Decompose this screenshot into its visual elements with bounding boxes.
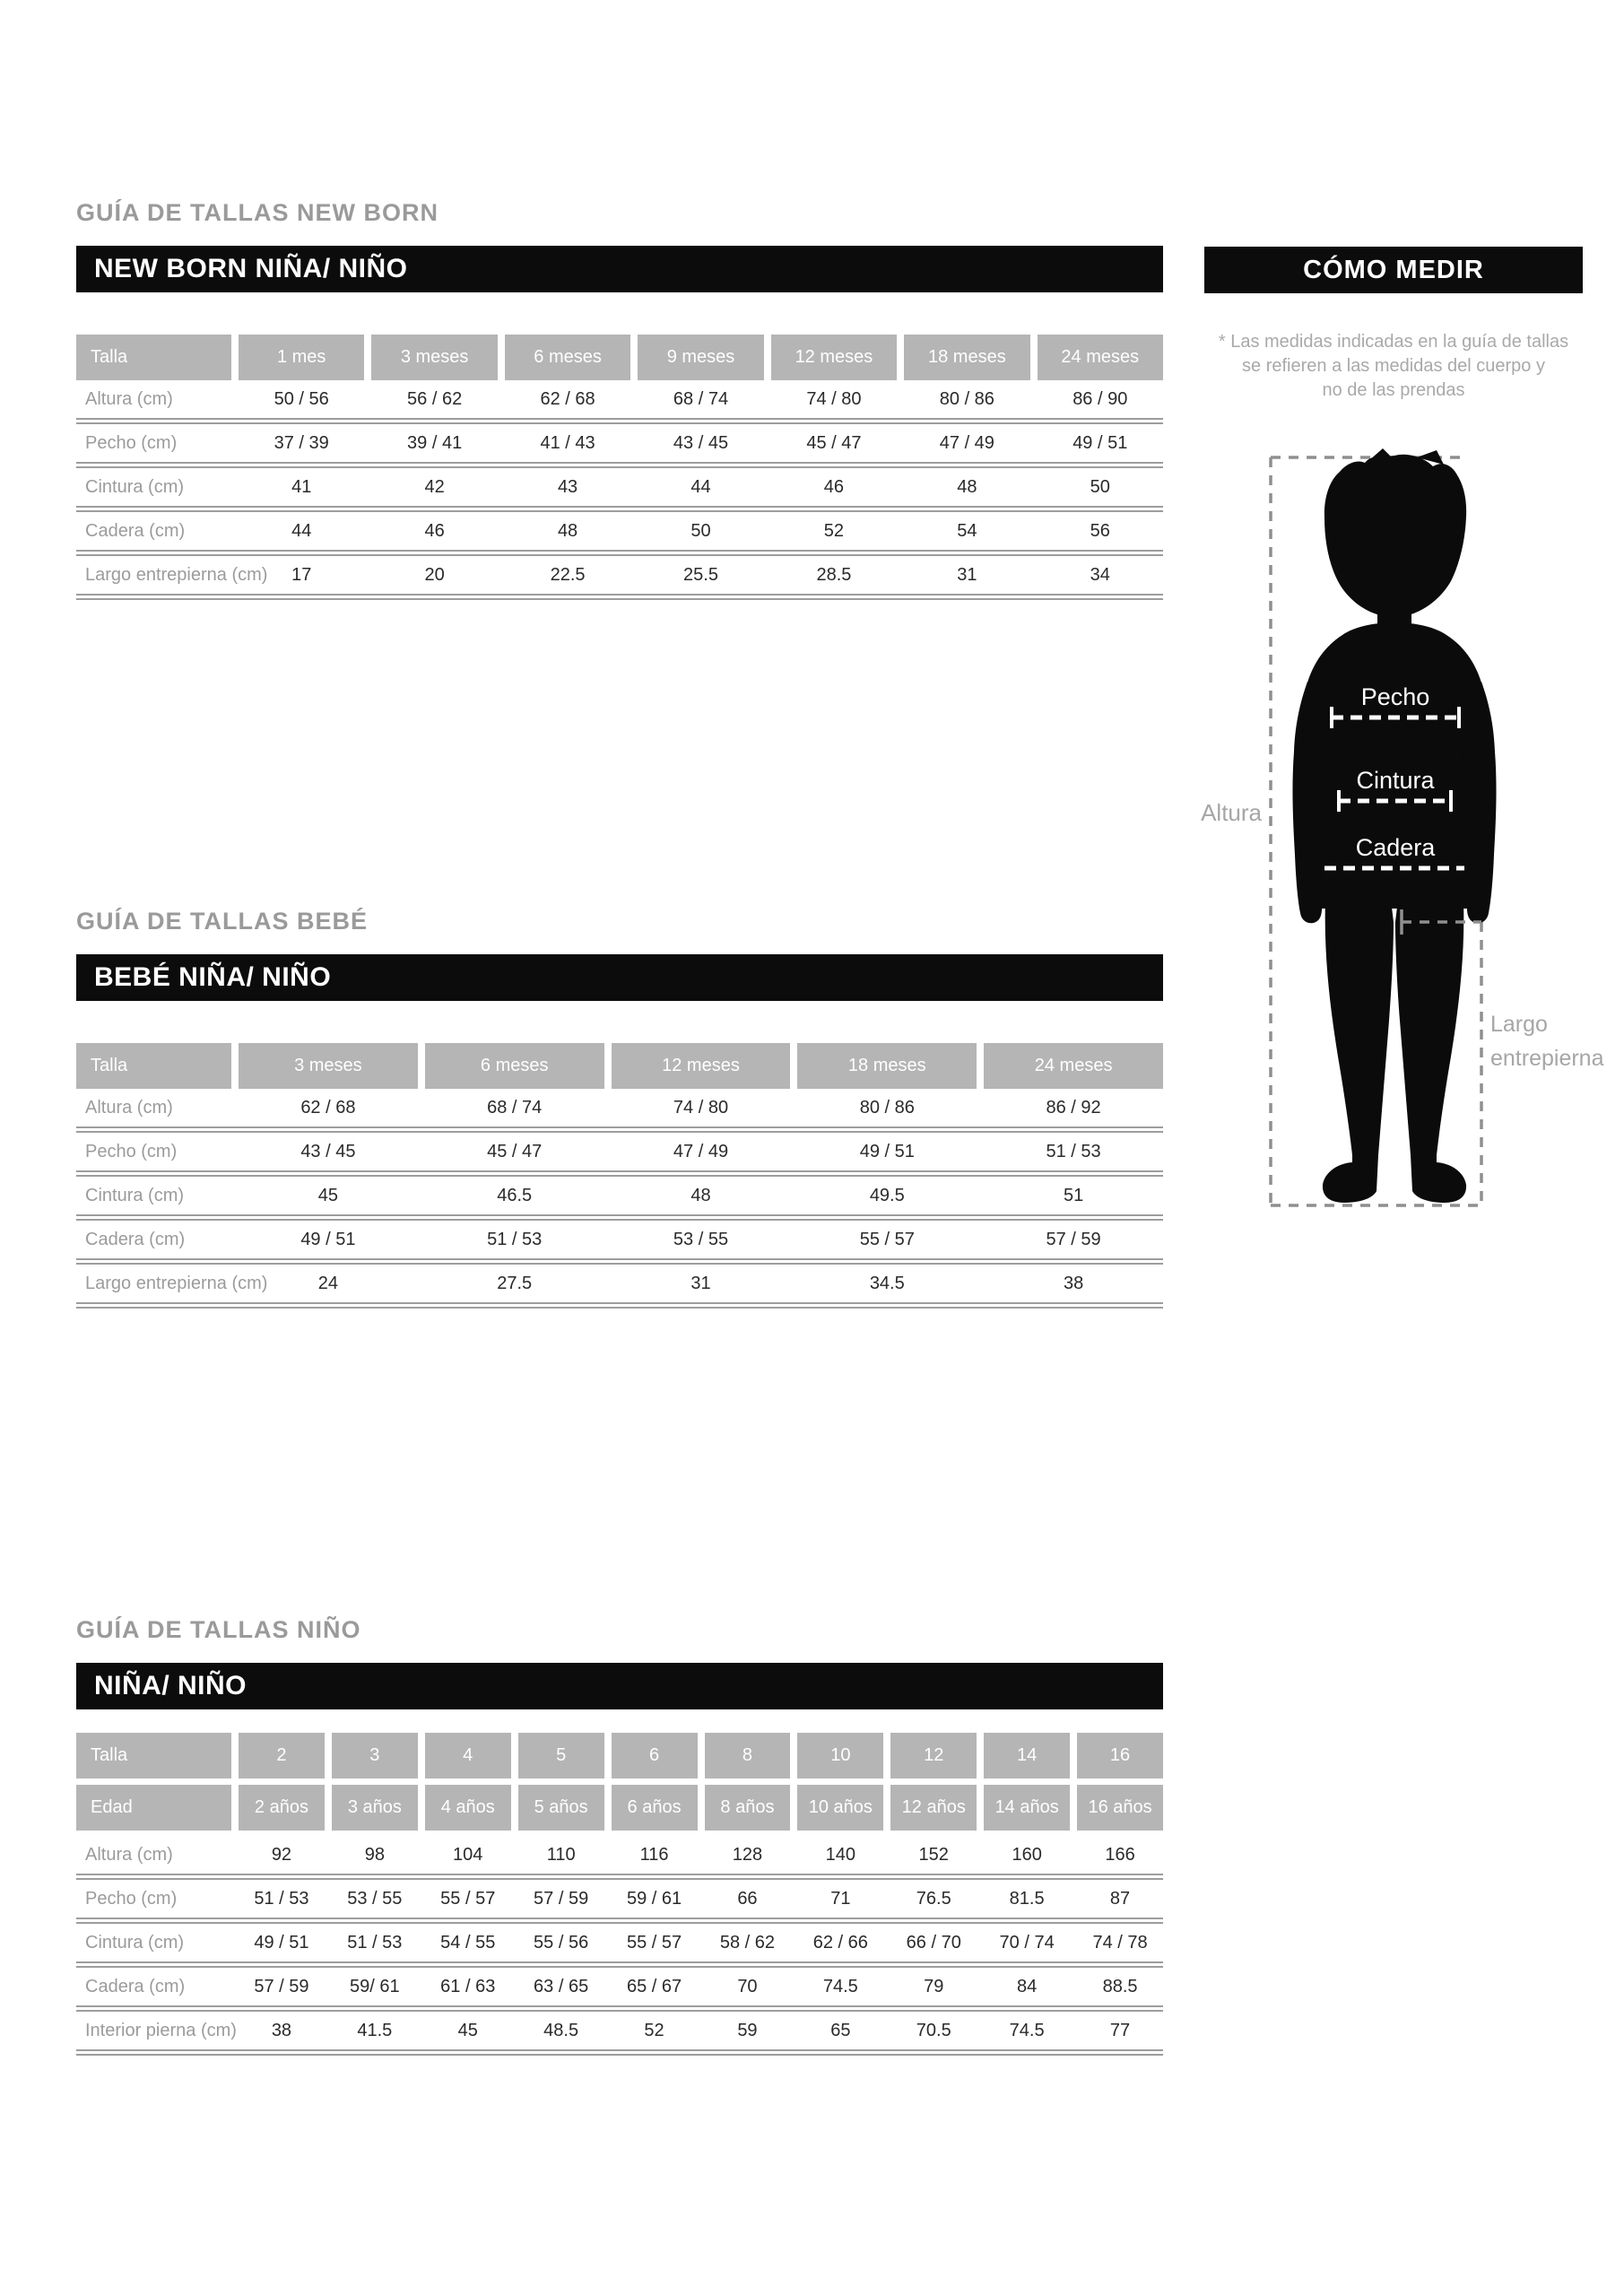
row-label: Cadera (cm)	[85, 521, 186, 541]
table-cell: 49 / 51	[1073, 433, 1128, 453]
table-row	[76, 1924, 1163, 1968]
header-cell: 6 meses	[425, 1043, 604, 1089]
silhouette-torso	[1301, 622, 1489, 909]
table-cell: 17	[291, 565, 312, 585]
table-cell: 70.5	[916, 2021, 951, 2040]
header-cell: 6 meses	[505, 335, 630, 380]
table-cell: 44	[690, 477, 711, 497]
header-cell: Talla	[76, 1043, 231, 1089]
section-banner: NIÑA/ NIÑO	[76, 1663, 1163, 1709]
table-cell: 59/ 61	[350, 1977, 400, 1996]
table-cell: 80 / 86	[859, 1098, 915, 1118]
table-cell: 46	[823, 477, 845, 497]
section-title: GUÍA DE TALLAS BEBÉ	[76, 908, 369, 935]
table-cell: 53 / 55	[347, 1889, 403, 1909]
row-label: Pecho (cm)	[85, 1889, 178, 1909]
row-label: Altura (cm)	[85, 1845, 173, 1865]
header-cell: 3 años	[332, 1785, 418, 1831]
table-cell: 71	[830, 1889, 851, 1909]
header-cell: 4	[425, 1733, 511, 1779]
header-cell: 12 años	[890, 1785, 977, 1831]
header-cell: 10	[797, 1733, 883, 1779]
table-cell: 20	[424, 565, 445, 585]
largo-entrepierna-label-line1: Largo	[1490, 1012, 1548, 1037]
table-cell: 160	[1012, 1845, 1042, 1865]
header-cell: 2 años	[239, 1785, 325, 1831]
table-body	[76, 1836, 1163, 2056]
table-cell: 55 / 57	[859, 1230, 915, 1249]
table-cell: 54 / 55	[440, 1933, 496, 1952]
measure-note	[1195, 330, 1592, 403]
header-cell: 18 meses	[797, 1043, 977, 1089]
table-cell: 52	[823, 521, 845, 541]
table-cell: 43 / 45	[673, 433, 729, 453]
table-cell: 110	[546, 1845, 576, 1865]
table-cell: 80 / 86	[939, 389, 994, 409]
table-cell: 65	[830, 2021, 851, 2040]
row-label: Largo entrepierna (cm)	[85, 1274, 268, 1293]
table-cell: 76.5	[916, 1889, 951, 1909]
table-row	[76, 2012, 1163, 2056]
row-label: Cintura (cm)	[85, 1933, 185, 1952]
table-cell: 51 / 53	[254, 1889, 309, 1909]
table-row	[76, 1089, 1163, 1133]
header-cell: 14	[984, 1733, 1070, 1779]
table-row	[76, 1880, 1163, 1924]
table-cell: 47 / 49	[673, 1142, 729, 1161]
header-cell: 1 mes	[239, 335, 364, 380]
section-title: GUÍA DE TALLAS NIÑO	[76, 1616, 361, 1643]
table-cell: 104	[453, 1845, 483, 1865]
table-cell: 38	[1063, 1274, 1084, 1293]
header-cell: 14 años	[984, 1785, 1070, 1831]
row-label: Cintura (cm)	[85, 1186, 185, 1205]
table-cell: 62 / 68	[300, 1098, 356, 1118]
table-cell: 53 / 55	[673, 1230, 729, 1249]
header-cell: Edad	[76, 1785, 231, 1831]
table-row	[76, 424, 1163, 468]
header-cell: 3 meses	[239, 1043, 418, 1089]
table-cell: 59	[737, 2021, 758, 2040]
table-cell: 28.5	[816, 565, 852, 585]
table-cell: 88.5	[1102, 1977, 1138, 1996]
table-cell: 48	[957, 477, 977, 497]
largo-entrepierna-label-line2: entrepierna	[1490, 1046, 1604, 1071]
header-cell: 12 meses	[612, 1043, 791, 1089]
table-cell: 56 / 62	[407, 389, 463, 409]
table-cell: 87	[1109, 1889, 1131, 1909]
header-cell: 4 años	[425, 1785, 511, 1831]
table-row	[76, 1133, 1163, 1177]
header-cell: 16 años	[1077, 1785, 1163, 1831]
table-cell: 45 / 47	[806, 433, 862, 453]
table-row	[76, 1221, 1163, 1265]
silhouette-right-leg	[1395, 900, 1466, 1203]
table-cell: 48.5	[543, 2021, 579, 2040]
table-cell: 63 / 65	[534, 1977, 589, 1996]
header-cell: 6 años	[612, 1785, 698, 1831]
table-cell: 66	[737, 1889, 758, 1909]
table-header-row	[76, 1733, 1163, 1779]
table-cell: 49 / 51	[254, 1933, 309, 1952]
header-cell: 16	[1077, 1733, 1163, 1779]
table-cell: 48	[557, 521, 578, 541]
table-cell: 41.5	[357, 2021, 393, 2040]
table-cell: 45	[317, 1186, 339, 1205]
table-cell: 62 / 66	[812, 1933, 868, 1952]
table-cell: 59 / 61	[626, 1889, 682, 1909]
table-cell: 37 / 39	[274, 433, 329, 453]
child-silhouette	[1292, 448, 1496, 1203]
table-row	[76, 1177, 1163, 1221]
table-cell: 41	[291, 477, 312, 497]
table-cell: 57 / 59	[254, 1977, 309, 1996]
table-cell: 24	[317, 1274, 339, 1293]
header-cell: 24 meses	[984, 1043, 1163, 1089]
table-cell: 51	[1063, 1186, 1084, 1205]
table-cell: 54	[957, 521, 977, 541]
how-to-measure-banner: CÓMO MEDIR	[1204, 247, 1583, 293]
table-row	[76, 380, 1163, 424]
table-cell: 98	[364, 1845, 385, 1865]
header-cell: 2	[239, 1733, 325, 1779]
table-cell: 50 / 56	[274, 389, 329, 409]
table-cell: 70	[737, 1977, 758, 1996]
table-cell: 38	[271, 2021, 292, 2040]
table-cell: 49.5	[869, 1186, 905, 1205]
table-cell: 77	[1109, 2021, 1131, 2040]
header-cell: 3	[332, 1733, 418, 1779]
table-cell: 74.5	[1009, 2021, 1045, 2040]
table-header-row	[76, 1043, 1163, 1089]
header-cell: Talla	[76, 1733, 231, 1779]
table-row	[76, 512, 1163, 556]
row-label: Cadera (cm)	[85, 1977, 186, 1996]
table-cell: 27.5	[497, 1274, 533, 1293]
table-body	[76, 380, 1163, 600]
table-cell: 57 / 59	[534, 1889, 589, 1909]
table-cell: 45	[457, 2021, 478, 2040]
table-cell: 47 / 49	[939, 433, 994, 453]
table-cell: 140	[825, 1845, 856, 1865]
table-row	[76, 1265, 1163, 1309]
table-cell: 50	[1090, 477, 1110, 497]
header-cell: 12	[890, 1733, 977, 1779]
table-row	[76, 1968, 1163, 2012]
table-cell: 52	[644, 2021, 664, 2040]
section-nino	[76, 1616, 1163, 2056]
table-body	[76, 1089, 1163, 1309]
table-cell: 31	[957, 565, 977, 585]
table-cell: 51 / 53	[347, 1933, 403, 1952]
cintura-label: Cintura	[1356, 767, 1435, 794]
table-cell: 22.5	[550, 565, 586, 585]
header-cell: 8 años	[705, 1785, 791, 1831]
header-cell: 10 años	[797, 1785, 883, 1831]
table-cell: 55 / 56	[534, 1933, 589, 1952]
table-cell: 51 / 53	[1046, 1142, 1101, 1161]
table-cell: 44	[291, 521, 312, 541]
header-cell: 3 meses	[371, 335, 497, 380]
table-cell: 56	[1090, 521, 1110, 541]
table-cell: 66 / 70	[906, 1933, 961, 1952]
table-cell: 49 / 51	[300, 1230, 356, 1249]
header-cell: 8	[705, 1733, 791, 1779]
table-cell: 61 / 63	[440, 1977, 496, 1996]
row-label: Pecho (cm)	[85, 1142, 178, 1161]
table-cell: 46.5	[497, 1186, 533, 1205]
table-cell: 34.5	[869, 1274, 905, 1293]
cadera-label: Cadera	[1355, 834, 1436, 861]
table-cell: 79	[924, 1977, 944, 1996]
table-cell: 74 / 80	[806, 389, 862, 409]
table-cell: 74 / 78	[1092, 1933, 1148, 1952]
table-row	[76, 468, 1163, 512]
row-label: Cintura (cm)	[85, 477, 185, 497]
table-cell: 74 / 80	[673, 1098, 729, 1118]
header-cell: 18 meses	[904, 335, 1029, 380]
table-row	[76, 1836, 1163, 1880]
table-cell: 50	[690, 521, 711, 541]
table-cell: 81.5	[1009, 1889, 1045, 1909]
table-cell: 116	[639, 1845, 669, 1865]
table-cell: 65 / 67	[626, 1977, 682, 1996]
section-banner: BEBÉ NIÑA/ NIÑO	[76, 954, 1163, 1001]
row-label: Interior pierna (cm)	[85, 2021, 237, 2040]
table-row	[76, 556, 1163, 600]
table-cell: 92	[271, 1845, 292, 1865]
table-cell: 84	[1017, 1977, 1038, 1996]
header-cell: 5	[518, 1733, 604, 1779]
table-header-row	[76, 335, 1163, 380]
row-label: Altura (cm)	[85, 1098, 173, 1118]
table-cell: 86 / 92	[1046, 1098, 1101, 1118]
header-cell: 5 años	[518, 1785, 604, 1831]
row-label: Cadera (cm)	[85, 1230, 186, 1249]
header-cell: 9 meses	[638, 335, 763, 380]
table-cell: 58 / 62	[719, 1933, 776, 1952]
altura-label: Altura	[1201, 799, 1262, 826]
table-cell: 86 / 90	[1073, 389, 1128, 409]
table-cell: 62 / 68	[540, 389, 595, 409]
table-cell: 48	[690, 1186, 711, 1205]
table-cell: 46	[424, 521, 445, 541]
table-cell: 49 / 51	[859, 1142, 915, 1161]
table-cell: 51 / 53	[487, 1230, 543, 1249]
row-label: Largo entrepierna (cm)	[85, 565, 268, 585]
table-cell: 43	[557, 477, 578, 497]
table-cell: 45 / 47	[487, 1142, 543, 1161]
pecho-label: Pecho	[1360, 683, 1430, 710]
table-cell: 41 / 43	[540, 433, 595, 453]
header-cell: 24 meses	[1038, 335, 1163, 380]
note-line: no de las prendas	[1322, 380, 1465, 400]
table-cell: 31	[690, 1274, 711, 1293]
row-label: Altura (cm)	[85, 389, 173, 409]
header-cell: 6	[612, 1733, 698, 1779]
header-cell: 12 meses	[771, 335, 897, 380]
table-cell: 57 / 59	[1046, 1230, 1101, 1249]
measurement-figure	[1193, 447, 1624, 1218]
section-banner: NEW BORN NIÑA/ NIÑO	[76, 246, 1163, 292]
note-line: * Las medidas indicadas en la guía de tallas	[1218, 332, 1569, 352]
table-cell: 55 / 57	[440, 1889, 496, 1909]
note-line: se refieren a las medidas del cuerpo y	[1242, 356, 1545, 376]
header-cell: Talla	[76, 335, 231, 380]
table-cell: 70 / 74	[999, 1933, 1055, 1952]
table-cell: 55 / 57	[626, 1933, 682, 1952]
table-cell: 152	[918, 1845, 949, 1865]
section-newborn	[76, 199, 1163, 600]
table-cell: 42	[424, 477, 445, 497]
section-bebe	[76, 908, 1163, 1309]
table-subheader-row	[76, 1785, 1163, 1831]
silhouette-left-leg	[1323, 900, 1394, 1203]
section-title: GUÍA DE TALLAS NEW BORN	[76, 199, 439, 226]
table-cell: 128	[732, 1845, 763, 1865]
table-cell: 166	[1105, 1845, 1135, 1865]
table-cell: 34	[1090, 565, 1110, 585]
table-cell: 39 / 41	[407, 433, 463, 453]
table-cell: 68 / 74	[673, 389, 729, 409]
row-label: Pecho (cm)	[85, 433, 178, 453]
table-cell: 25.5	[683, 565, 718, 585]
table-cell: 74.5	[822, 1977, 858, 1996]
table-cell: 68 / 74	[487, 1098, 543, 1118]
table-cell: 43 / 45	[300, 1142, 356, 1161]
